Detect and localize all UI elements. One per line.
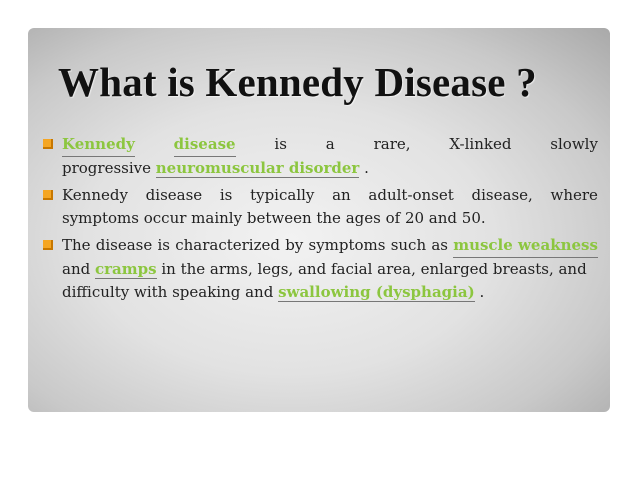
word: rare, <box>373 135 411 153</box>
word: is <box>274 135 287 153</box>
word: disease <box>145 186 203 204</box>
word: The <box>62 236 91 254</box>
bullet-item <box>40 234 598 304</box>
highlight-term: cramps <box>95 260 157 278</box>
highlight-term: Kennedy <box>62 133 135 157</box>
bullet-line <box>62 258 598 281</box>
highlight-term: disease <box>174 133 236 157</box>
word: typically <box>250 186 315 204</box>
bullet-line: symptoms occur mainly between the ages of 20 and 50. <box>62 209 486 227</box>
text-run: difficulty with speaking and <box>62 283 274 301</box>
bullet-line <box>62 234 598 258</box>
word: is <box>157 236 170 254</box>
word: an <box>332 186 351 204</box>
word: disease <box>95 236 153 254</box>
word: adult-onset <box>368 186 454 204</box>
bullet-item <box>40 184 598 230</box>
bullet-list <box>40 133 598 308</box>
bullet-line <box>62 184 598 207</box>
bullet-line <box>62 157 598 180</box>
square-bullet-icon <box>43 139 53 149</box>
square-bullet-icon <box>43 190 53 200</box>
word: such <box>390 236 427 254</box>
word: slowly <box>550 135 598 153</box>
highlight-term: muscle weakness <box>453 234 598 258</box>
word: Kennedy <box>62 186 128 204</box>
slide-title: What is Kennedy Disease ? <box>58 59 537 105</box>
word: X-linked <box>449 135 512 153</box>
highlight-term: swallowing (dysphagia) <box>278 283 475 301</box>
bullet-line <box>62 281 598 304</box>
text-run: . <box>479 283 485 301</box>
word: as <box>431 236 448 254</box>
text-run: progressive <box>62 159 151 177</box>
word: characterized <box>175 236 280 254</box>
word: where <box>550 186 598 204</box>
word: disease, <box>471 186 533 204</box>
word: a <box>325 135 335 153</box>
bullet-item <box>40 133 598 180</box>
word: by <box>285 236 304 254</box>
text-run: . <box>364 159 369 177</box>
bullet-line <box>62 133 598 157</box>
text-run: and <box>62 260 91 278</box>
highlight-term: neuromuscular disorder <box>155 159 360 177</box>
text-run: in the arms, legs, and facial area, enlarged breasts, and <box>161 260 587 278</box>
word: is <box>219 186 233 204</box>
square-bullet-icon <box>43 240 53 250</box>
word: symptoms <box>308 236 386 254</box>
